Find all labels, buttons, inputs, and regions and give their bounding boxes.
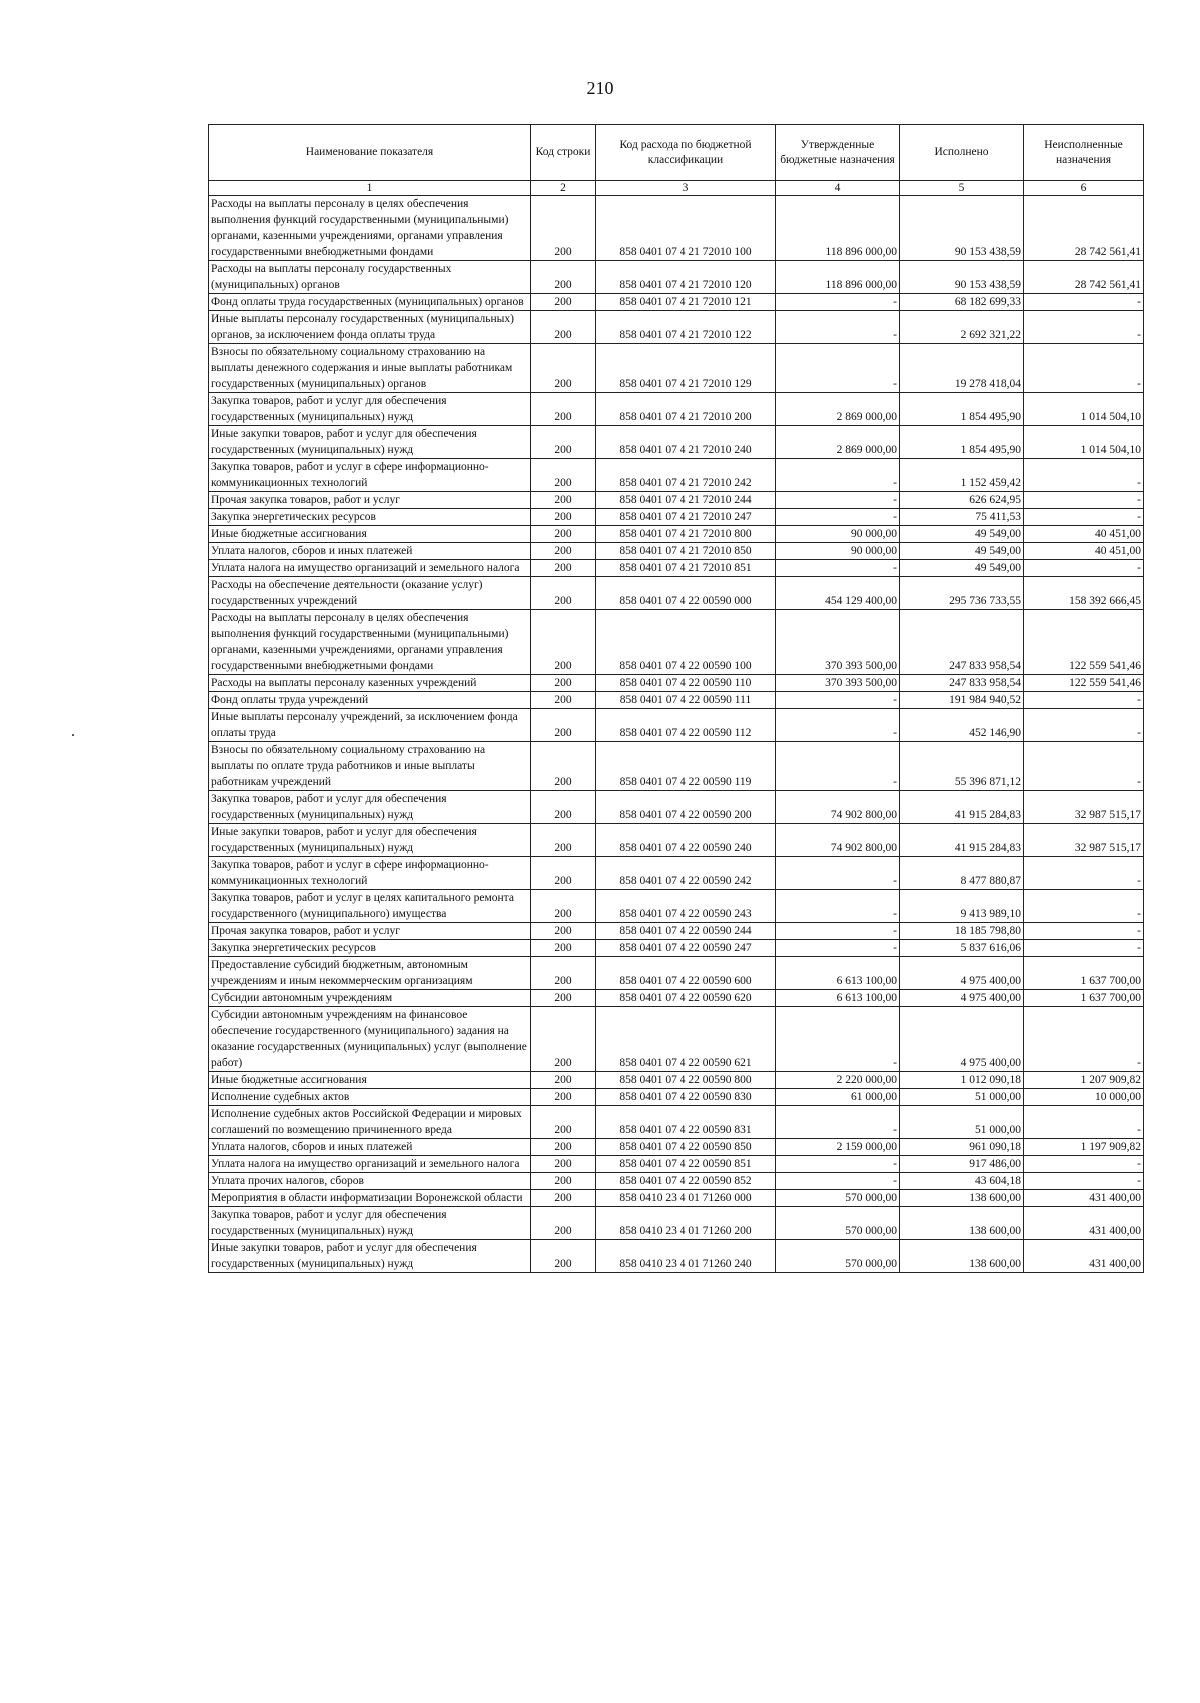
cell-executed: 51 000,00 <box>900 1106 1024 1139</box>
cell-name: Взносы по обязательному социальному страхованию на выплаты по оплате труда работников и иные выплаты работникам учреждений <box>209 742 531 791</box>
table-row <box>209 1173 1144 1190</box>
cell-expense-code: 858 0410 23 4 01 71260 240 <box>596 1240 776 1273</box>
cell-executed: 247 833 958,54 <box>900 675 1024 692</box>
cell-expense-code: 858 0401 07 4 22 00590 800 <box>596 1072 776 1089</box>
table-body <box>209 196 1144 1273</box>
table-row <box>209 1072 1144 1089</box>
cell-executed: 4 975 400,00 <box>900 1007 1024 1072</box>
cell-expense-code: 858 0401 07 4 21 72010 242 <box>596 459 776 492</box>
cell-unexecuted: 1 014 504,10 <box>1024 393 1144 426</box>
cell-unexecuted: - <box>1024 509 1144 526</box>
table-row <box>209 311 1144 344</box>
cell-name: Закупка энергетических ресурсов <box>209 509 531 526</box>
cell-name: Закупка товаров, работ и услуг для обеспечения государственных (муниципальных) нужд <box>209 791 531 824</box>
cell-executed: 626 624,95 <box>900 492 1024 509</box>
cell-name: Прочая закупка товаров, работ и услуг <box>209 923 531 940</box>
cell-expense-code: 858 0401 07 4 21 72010 121 <box>596 294 776 311</box>
cell-expense-code: 858 0401 07 4 21 72010 129 <box>596 344 776 393</box>
table-row <box>209 990 1144 1007</box>
cell-line-code: 200 <box>531 526 596 543</box>
cell-expense-code: 858 0410 23 4 01 71260 200 <box>596 1207 776 1240</box>
cell-executed: 19 278 418,04 <box>900 344 1024 393</box>
cell-line-code: 200 <box>531 1139 596 1156</box>
cell-approved: - <box>776 940 900 957</box>
cell-line-code: 200 <box>531 890 596 923</box>
table-row <box>209 577 1144 610</box>
cell-name: Иные бюджетные ассигнования <box>209 526 531 543</box>
column-number-row <box>209 181 1144 196</box>
cell-unexecuted: - <box>1024 492 1144 509</box>
cell-approved: 370 393 500,00 <box>776 610 900 675</box>
cell-unexecuted: - <box>1024 1007 1144 1072</box>
cell-line-code: 200 <box>531 957 596 990</box>
cell-unexecuted: - <box>1024 311 1144 344</box>
cell-name: Субсидии автономным учреждениям <box>209 990 531 1007</box>
table-row <box>209 1207 1144 1240</box>
cell-unexecuted: 1 637 700,00 <box>1024 990 1144 1007</box>
cell-approved: - <box>776 311 900 344</box>
table-header-row <box>209 125 1144 181</box>
cell-expense-code: 858 0401 07 4 22 00590 110 <box>596 675 776 692</box>
column-number: 4 <box>776 181 900 196</box>
cell-line-code: 200 <box>531 1072 596 1089</box>
table-row <box>209 709 1144 742</box>
cell-line-code: 200 <box>531 492 596 509</box>
cell-executed: 75 411,53 <box>900 509 1024 526</box>
cell-line-code: 200 <box>531 196 596 261</box>
cell-approved: 118 896 000,00 <box>776 196 900 261</box>
table-row <box>209 890 1144 923</box>
cell-approved: - <box>776 509 900 526</box>
cell-expense-code: 858 0401 07 4 22 00590 851 <box>596 1156 776 1173</box>
cell-line-code: 200 <box>531 610 596 675</box>
cell-approved: - <box>776 742 900 791</box>
table-row <box>209 1089 1144 1106</box>
cell-unexecuted: - <box>1024 890 1144 923</box>
cell-unexecuted: - <box>1024 742 1144 791</box>
cell-unexecuted: 28 742 561,41 <box>1024 261 1144 294</box>
cell-name: Закупка товаров, работ и услуг для обеспечения государственных (муниципальных) нужд <box>209 1207 531 1240</box>
cell-line-code: 200 <box>531 459 596 492</box>
cell-name: Иные выплаты персоналу учреждений, за исключением фонда оплаты труда <box>209 709 531 742</box>
column-number: 3 <box>596 181 776 196</box>
cell-line-code: 200 <box>531 311 596 344</box>
table-row <box>209 560 1144 577</box>
table-row <box>209 196 1144 261</box>
table-row <box>209 824 1144 857</box>
cell-unexecuted: - <box>1024 459 1144 492</box>
table-row <box>209 261 1144 294</box>
cell-executed: 5 837 616,06 <box>900 940 1024 957</box>
cell-line-code: 200 <box>531 675 596 692</box>
cell-unexecuted: - <box>1024 1156 1144 1173</box>
cell-executed: 90 153 438,59 <box>900 196 1024 261</box>
page-number: 210 <box>586 78 614 98</box>
cell-name: Уплата налога на имущество организаций и земельного налога <box>209 1156 531 1173</box>
table-row <box>209 526 1144 543</box>
cell-approved: - <box>776 560 900 577</box>
cell-executed: 68 182 699,33 <box>900 294 1024 311</box>
cell-executed: 295 736 733,55 <box>900 577 1024 610</box>
cell-expense-code: 858 0401 07 4 21 72010 851 <box>596 560 776 577</box>
cell-name: Фонд оплаты труда государственных (муниципальных) органов <box>209 294 531 311</box>
cell-executed: 1 854 495,90 <box>900 393 1024 426</box>
cell-executed: 49 549,00 <box>900 526 1024 543</box>
cell-expense-code: 858 0401 07 4 21 72010 244 <box>596 492 776 509</box>
cell-executed: 452 146,90 <box>900 709 1024 742</box>
table-row <box>209 791 1144 824</box>
cell-name: Закупка товаров, работ и услуг в сфере информационно-коммуникационных технологий <box>209 459 531 492</box>
cell-expense-code: 858 0401 07 4 21 72010 240 <box>596 426 776 459</box>
cell-executed: 43 604,18 <box>900 1173 1024 1190</box>
cell-executed: 8 477 880,87 <box>900 857 1024 890</box>
cell-approved: - <box>776 692 900 709</box>
table-row <box>209 857 1144 890</box>
table-row <box>209 1106 1144 1139</box>
cell-name: Мероприятия в области информатизации Воронежской области <box>209 1190 531 1207</box>
cell-line-code: 200 <box>531 1190 596 1207</box>
cell-approved: 74 902 800,00 <box>776 824 900 857</box>
column-number: 6 <box>1024 181 1144 196</box>
table-row <box>209 742 1144 791</box>
cell-expense-code: 858 0401 07 4 22 00590 247 <box>596 940 776 957</box>
cell-approved: - <box>776 1173 900 1190</box>
cell-name: Иные закупки товаров, работ и услуг для обеспечения государственных (муниципальных) нужд <box>209 426 531 459</box>
cell-name: Закупка товаров, работ и услуг для обеспечения государственных (муниципальных) нужд <box>209 393 531 426</box>
cell-line-code: 200 <box>531 261 596 294</box>
cell-expense-code: 858 0401 07 4 22 00590 200 <box>596 791 776 824</box>
cell-approved: - <box>776 709 900 742</box>
cell-unexecuted: 158 392 666,45 <box>1024 577 1144 610</box>
cell-unexecuted: 431 400,00 <box>1024 1207 1144 1240</box>
cell-name: Предоставление субсидий бюджетным, автономным учреждениям и иным некоммерческим организациям <box>209 957 531 990</box>
cell-line-code: 200 <box>531 923 596 940</box>
table-row <box>209 294 1144 311</box>
cell-unexecuted: 28 742 561,41 <box>1024 196 1144 261</box>
header-indicator-name: Наименование показателя <box>209 125 531 181</box>
cell-approved: 90 000,00 <box>776 543 900 560</box>
cell-executed: 917 486,00 <box>900 1156 1024 1173</box>
cell-name: Субсидии автономным учреждениям на финансовое обеспечение государственного (муниципального) задания на оказание государственных (муниципальных) услуг (выполнение работ) <box>209 1007 531 1072</box>
cell-executed: 4 975 400,00 <box>900 990 1024 1007</box>
cell-executed: 2 692 321,22 <box>900 311 1024 344</box>
cell-approved: 90 000,00 <box>776 526 900 543</box>
cell-executed: 41 915 284,83 <box>900 824 1024 857</box>
cell-approved: 6 613 100,00 <box>776 957 900 990</box>
cell-executed: 4 975 400,00 <box>900 957 1024 990</box>
cell-approved: 454 129 400,00 <box>776 577 900 610</box>
table-row <box>209 1007 1144 1072</box>
table-row <box>209 1240 1144 1273</box>
cell-unexecuted: - <box>1024 940 1144 957</box>
stray-mark: . <box>71 723 75 740</box>
table-row <box>209 393 1144 426</box>
cell-executed: 9 413 989,10 <box>900 890 1024 923</box>
cell-unexecuted: 431 400,00 <box>1024 1190 1144 1207</box>
cell-unexecuted: 32 987 515,17 <box>1024 791 1144 824</box>
table-row <box>209 459 1144 492</box>
cell-approved: 6 613 100,00 <box>776 990 900 1007</box>
cell-unexecuted: 1 014 504,10 <box>1024 426 1144 459</box>
cell-unexecuted: - <box>1024 709 1144 742</box>
column-number: 1 <box>209 181 531 196</box>
cell-approved: - <box>776 923 900 940</box>
cell-approved: - <box>776 1007 900 1072</box>
cell-executed: 41 915 284,83 <box>900 791 1024 824</box>
cell-executed: 55 396 871,12 <box>900 742 1024 791</box>
cell-expense-code: 858 0401 07 4 22 00590 620 <box>596 990 776 1007</box>
cell-name: Иные закупки товаров, работ и услуг для обеспечения государственных (муниципальных) нужд <box>209 1240 531 1273</box>
cell-name: Исполнение судебных актов Российской Федерации и мировых соглашений по возмещению причиненного вреда <box>209 1106 531 1139</box>
table-row <box>209 492 1144 509</box>
cell-expense-code: 858 0401 07 4 22 00590 830 <box>596 1089 776 1106</box>
cell-executed: 51 000,00 <box>900 1089 1024 1106</box>
cell-unexecuted: - <box>1024 344 1144 393</box>
table-row <box>209 509 1144 526</box>
cell-line-code: 200 <box>531 426 596 459</box>
cell-expense-code: 858 0401 07 4 21 72010 850 <box>596 543 776 560</box>
header-executed: Исполнено <box>900 125 1024 181</box>
cell-line-code: 200 <box>531 294 596 311</box>
cell-approved: 74 902 800,00 <box>776 791 900 824</box>
cell-approved: - <box>776 1156 900 1173</box>
table-row <box>209 1190 1144 1207</box>
cell-expense-code: 858 0401 07 4 22 00590 000 <box>596 577 776 610</box>
cell-expense-code: 858 0401 07 4 22 00590 112 <box>596 709 776 742</box>
cell-line-code: 200 <box>531 791 596 824</box>
cell-expense-code: 858 0401 07 4 22 00590 242 <box>596 857 776 890</box>
cell-line-code: 200 <box>531 344 596 393</box>
table-row <box>209 344 1144 393</box>
cell-approved: 570 000,00 <box>776 1190 900 1207</box>
cell-line-code: 200 <box>531 1173 596 1190</box>
cell-expense-code: 858 0401 07 4 21 72010 247 <box>596 509 776 526</box>
cell-line-code: 200 <box>531 990 596 1007</box>
cell-name: Закупка товаров, работ и услуг в целях капитального ремонта государственного (муниципального) имущества <box>209 890 531 923</box>
cell-expense-code: 858 0410 23 4 01 71260 000 <box>596 1190 776 1207</box>
cell-unexecuted: 1 637 700,00 <box>1024 957 1144 990</box>
cell-name: Закупка товаров, работ и услуг в сфере информационно-коммуникационных технологий <box>209 857 531 890</box>
cell-executed: 18 185 798,80 <box>900 923 1024 940</box>
cell-line-code: 200 <box>531 560 596 577</box>
cell-unexecuted: 32 987 515,17 <box>1024 824 1144 857</box>
cell-approved: - <box>776 890 900 923</box>
cell-name: Взносы по обязательному социальному страхованию на выплаты денежного содержания и иные выплаты работникам государственных (муниципальных) органов <box>209 344 531 393</box>
cell-unexecuted: 40 451,00 <box>1024 526 1144 543</box>
cell-line-code: 200 <box>531 1007 596 1072</box>
cell-approved: - <box>776 857 900 890</box>
table-row <box>209 940 1144 957</box>
cell-name: Расходы на выплаты персоналу казенных учреждений <box>209 675 531 692</box>
cell-executed: 49 549,00 <box>900 543 1024 560</box>
cell-line-code: 200 <box>531 1156 596 1173</box>
table-row <box>209 1139 1144 1156</box>
cell-executed: 138 600,00 <box>900 1240 1024 1273</box>
cell-expense-code: 858 0401 07 4 22 00590 100 <box>596 610 776 675</box>
cell-unexecuted: 122 559 541,46 <box>1024 610 1144 675</box>
cell-name: Уплата налога на имущество организаций и земельного налога <box>209 560 531 577</box>
cell-expense-code: 858 0401 07 4 21 72010 800 <box>596 526 776 543</box>
cell-executed: 961 090,18 <box>900 1139 1024 1156</box>
cell-expense-code: 858 0401 07 4 21 72010 200 <box>596 393 776 426</box>
cell-expense-code: 858 0401 07 4 22 00590 240 <box>596 824 776 857</box>
cell-approved: - <box>776 459 900 492</box>
cell-line-code: 200 <box>531 824 596 857</box>
cell-executed: 49 549,00 <box>900 560 1024 577</box>
cell-approved: 2 220 000,00 <box>776 1072 900 1089</box>
cell-name: Расходы на выплаты персоналу государственных (муниципальных) органов <box>209 261 531 294</box>
header-approved: Утвержденные бюджетные назначения <box>776 125 900 181</box>
cell-name: Расходы на выплаты персоналу в целях обеспечения выполнения функций государственными (муниципальными) органами, казенными учреждениями, органами управления государственными внебюджетными фондами <box>209 196 531 261</box>
cell-expense-code: 858 0401 07 4 22 00590 831 <box>596 1106 776 1139</box>
column-number: 2 <box>531 181 596 196</box>
cell-line-code: 200 <box>531 393 596 426</box>
table-row <box>209 543 1144 560</box>
cell-name: Уплата налогов, сборов и иных платежей <box>209 543 531 560</box>
cell-unexecuted: - <box>1024 294 1144 311</box>
cell-name: Иные выплаты персоналу государственных (муниципальных) органов, за исключением фонда оплаты труда <box>209 311 531 344</box>
cell-unexecuted: 10 000,00 <box>1024 1089 1144 1106</box>
cell-expense-code: 858 0401 07 4 22 00590 243 <box>596 890 776 923</box>
cell-line-code: 200 <box>531 1106 596 1139</box>
cell-name: Уплата прочих налогов, сборов <box>209 1173 531 1190</box>
cell-approved: - <box>776 294 900 311</box>
cell-expense-code: 858 0401 07 4 22 00590 111 <box>596 692 776 709</box>
table-row <box>209 675 1144 692</box>
cell-name: Закупка энергетических ресурсов <box>209 940 531 957</box>
table-row <box>209 1156 1144 1173</box>
cell-line-code: 200 <box>531 1207 596 1240</box>
cell-unexecuted: 1 197 909,82 <box>1024 1139 1144 1156</box>
budget-execution-table <box>208 124 1144 1273</box>
cell-name: Прочая закупка товаров, работ и услуг <box>209 492 531 509</box>
cell-approved: - <box>776 492 900 509</box>
cell-line-code: 200 <box>531 543 596 560</box>
cell-line-code: 200 <box>531 692 596 709</box>
header-line-code: Код строки <box>531 125 596 181</box>
cell-executed: 1 152 459,42 <box>900 459 1024 492</box>
cell-expense-code: 858 0401 07 4 22 00590 621 <box>596 1007 776 1072</box>
cell-executed: 1 012 090,18 <box>900 1072 1024 1089</box>
cell-unexecuted: - <box>1024 857 1144 890</box>
table-row <box>209 692 1144 709</box>
cell-executed: 138 600,00 <box>900 1190 1024 1207</box>
cell-expense-code: 858 0401 07 4 22 00590 852 <box>596 1173 776 1190</box>
cell-unexecuted: - <box>1024 1106 1144 1139</box>
cell-executed: 1 854 495,90 <box>900 426 1024 459</box>
cell-executed: 90 153 438,59 <box>900 261 1024 294</box>
cell-line-code: 200 <box>531 577 596 610</box>
cell-unexecuted: 40 451,00 <box>1024 543 1144 560</box>
table-row <box>209 923 1144 940</box>
cell-expense-code: 858 0401 07 4 22 00590 119 <box>596 742 776 791</box>
table-row <box>209 957 1144 990</box>
cell-unexecuted: - <box>1024 692 1144 709</box>
cell-line-code: 200 <box>531 1089 596 1106</box>
cell-approved: - <box>776 1106 900 1139</box>
cell-line-code: 200 <box>531 1240 596 1273</box>
cell-approved: 118 896 000,00 <box>776 261 900 294</box>
column-number: 5 <box>900 181 1024 196</box>
cell-name: Иные закупки товаров, работ и услуг для обеспечения государственных (муниципальных) нужд <box>209 824 531 857</box>
cell-unexecuted: - <box>1024 923 1144 940</box>
cell-line-code: 200 <box>531 709 596 742</box>
cell-expense-code: 858 0401 07 4 21 72010 100 <box>596 196 776 261</box>
cell-approved: 370 393 500,00 <box>776 675 900 692</box>
cell-executed: 247 833 958,54 <box>900 610 1024 675</box>
cell-name: Расходы на выплаты персоналу в целях обеспечения выполнения функций государственными (муниципальными) органами, казенными учреждениями, органами управления государственными внебюджетными фондами <box>209 610 531 675</box>
header-expense-code: Код расхода по бюджетной классификации <box>596 125 776 181</box>
cell-line-code: 200 <box>531 857 596 890</box>
cell-approved: - <box>776 344 900 393</box>
cell-approved: 2 869 000,00 <box>776 426 900 459</box>
cell-name: Уплата налогов, сборов и иных платежей <box>209 1139 531 1156</box>
cell-line-code: 200 <box>531 509 596 526</box>
cell-unexecuted: 431 400,00 <box>1024 1240 1144 1273</box>
cell-name: Фонд оплаты труда учреждений <box>209 692 531 709</box>
cell-line-code: 200 <box>531 742 596 791</box>
cell-line-code: 200 <box>531 940 596 957</box>
cell-unexecuted: 1 207 909,82 <box>1024 1072 1144 1089</box>
cell-unexecuted: 122 559 541,46 <box>1024 675 1144 692</box>
cell-name: Расходы на обеспечение деятельности (оказание услуг) государственных учреждений <box>209 577 531 610</box>
cell-approved: 2 869 000,00 <box>776 393 900 426</box>
cell-executed: 138 600,00 <box>900 1207 1024 1240</box>
cell-expense-code: 858 0401 07 4 22 00590 600 <box>596 957 776 990</box>
cell-approved: 61 000,00 <box>776 1089 900 1106</box>
cell-executed: 191 984 940,52 <box>900 692 1024 709</box>
cell-name: Иные бюджетные ассигнования <box>209 1072 531 1089</box>
table-row <box>209 426 1144 459</box>
table-row <box>209 610 1144 675</box>
cell-unexecuted: - <box>1024 560 1144 577</box>
cell-approved: 2 159 000,00 <box>776 1139 900 1156</box>
cell-expense-code: 858 0401 07 4 22 00590 850 <box>596 1139 776 1156</box>
cell-name: Исполнение судебных актов <box>209 1089 531 1106</box>
cell-expense-code: 858 0401 07 4 21 72010 120 <box>596 261 776 294</box>
cell-approved: 570 000,00 <box>776 1240 900 1273</box>
cell-expense-code: 858 0401 07 4 22 00590 244 <box>596 923 776 940</box>
cell-approved: 570 000,00 <box>776 1207 900 1240</box>
cell-unexecuted: - <box>1024 1173 1144 1190</box>
header-unexecuted: Неисполненные назначения <box>1024 125 1144 181</box>
cell-expense-code: 858 0401 07 4 21 72010 122 <box>596 311 776 344</box>
